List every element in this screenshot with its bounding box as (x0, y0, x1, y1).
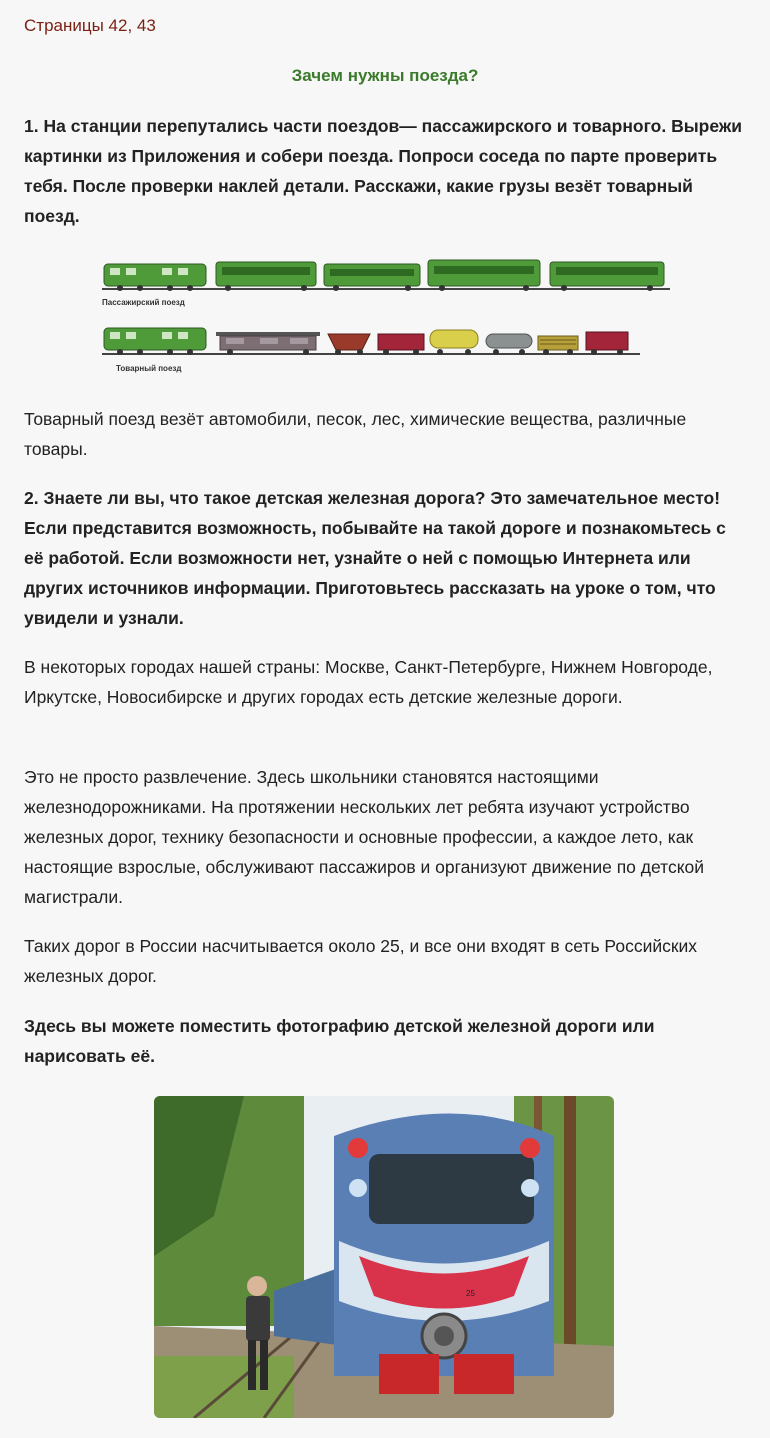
children-railway-photo (154, 1096, 614, 1418)
task-3-text: Здесь вы можете поместить фотографию детской железной дороги или нарисовать её. (24, 1016, 655, 1066)
page-title: Зачем нужны поезда? (291, 66, 479, 85)
answer-2-paragraph-1: В некоторых городах нашей страны: Москве, Санкт-Петербурге, Нижнем Новгороде, Иркутске, Новосибирске и других городах есть детские железные дороги. (24, 657, 713, 707)
freight-locomotive (104, 328, 206, 355)
passenger-locomotive (104, 264, 206, 291)
freight-car-lumber (538, 336, 578, 355)
answer-2-paragraph-2: Это не просто развлечение. Здесь школьники становятся настоящими железнодорожниками. На протяжении нескольких лет ребята изучают устройство железных дорог, технику безопасности и основные профессии, а каждое лето, как настоящие взрослые, обслуживают пассажиров и организуют движение по детской магистрали. (24, 767, 705, 907)
locomotive-number: 25 (466, 1289, 475, 1298)
freight-car-autos (216, 332, 320, 355)
passenger-train (102, 260, 670, 307)
freight-car-red (586, 332, 628, 355)
freight-car-boxcar (378, 334, 424, 355)
pages-header: Страницы 42, 43 (24, 16, 156, 35)
trains-illustration (100, 252, 674, 380)
passenger-car-2 (324, 264, 420, 291)
answer-2-paragraph-3: Таких дорог в России насчитывается около 25, и все они входят в сеть Российских железных дорог. (24, 936, 698, 986)
task-2-text: 2. Знаете ли вы, что такое детская железная дорога? Это замечательное место! Если представится возможность, побывайте на такой дороге и познакомьтесь с её работой. Если возможности нет, узнайте о ней с помощью Интернета или других источников информации. Приготовьтесь рассказать на уроке о том, что увидели и узнали. (24, 488, 726, 628)
passenger-car-3 (428, 260, 540, 291)
freight-car-yellow-tank (430, 330, 478, 355)
passenger-car-4 (550, 262, 664, 291)
children-railway-photo-drawing (154, 1096, 614, 1418)
freight-train (102, 328, 640, 373)
answer-1-text: Товарный поезд везёт автомобили, песок, лес, химические вещества, различные товары. (24, 409, 687, 459)
freight-train-label: Товарный поезд (116, 364, 182, 373)
passenger-train-label: Пассажирский поезд (102, 298, 185, 307)
passenger-car-1 (216, 262, 316, 291)
task-1-text: 1. На станции перепутались части поездов— пассажирского и товарного. Вырежи картинки из Приложения и собери поезда. Попроси соседа по парте проверить тебя. После проверки наклей детали. Расскажи, какие грузы везёт товарный поезд. (24, 116, 743, 226)
freight-car-hopper (328, 334, 370, 355)
freight-car-grey-tank (486, 334, 532, 355)
